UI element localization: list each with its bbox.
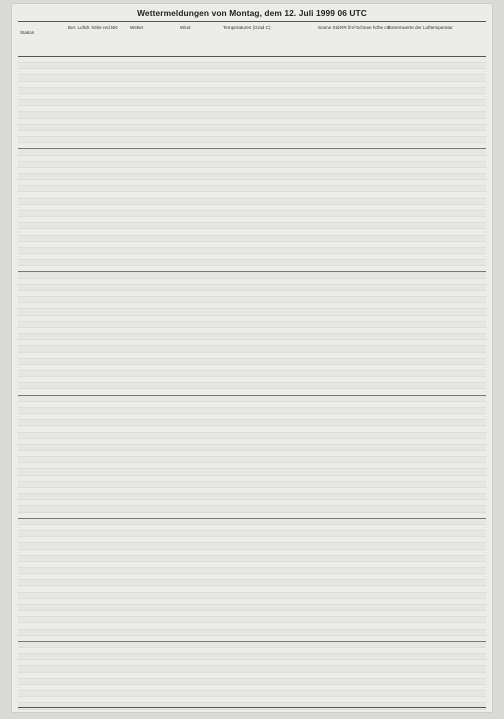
col-extrem: Extremwerte der Lufttemperatur bbox=[388, 25, 453, 30]
col-sonne: Sonne Std. bbox=[318, 25, 341, 30]
table-header bbox=[18, 21, 486, 57]
col-hoehe: Ber. Luftdr. höhe red.NN bbox=[68, 25, 118, 30]
col-temperaturen: Temperaturen (Grad C) bbox=[223, 25, 271, 30]
weather-report-sheet bbox=[12, 4, 492, 712]
table-body bbox=[18, 57, 486, 712]
col-wetter: Wetter bbox=[130, 25, 144, 30]
col-wind: Wind bbox=[180, 25, 191, 30]
table-row bbox=[18, 710, 486, 712]
footer-rule bbox=[18, 707, 486, 708]
col-station: Station bbox=[20, 30, 35, 35]
report-title: Wettermeldungen von Montag, dem 12. Juli 1999 06 UTC bbox=[137, 8, 367, 18]
col-schnee: Schnee höhe cm bbox=[356, 25, 391, 30]
col-rr: RR l/m² bbox=[340, 25, 356, 30]
